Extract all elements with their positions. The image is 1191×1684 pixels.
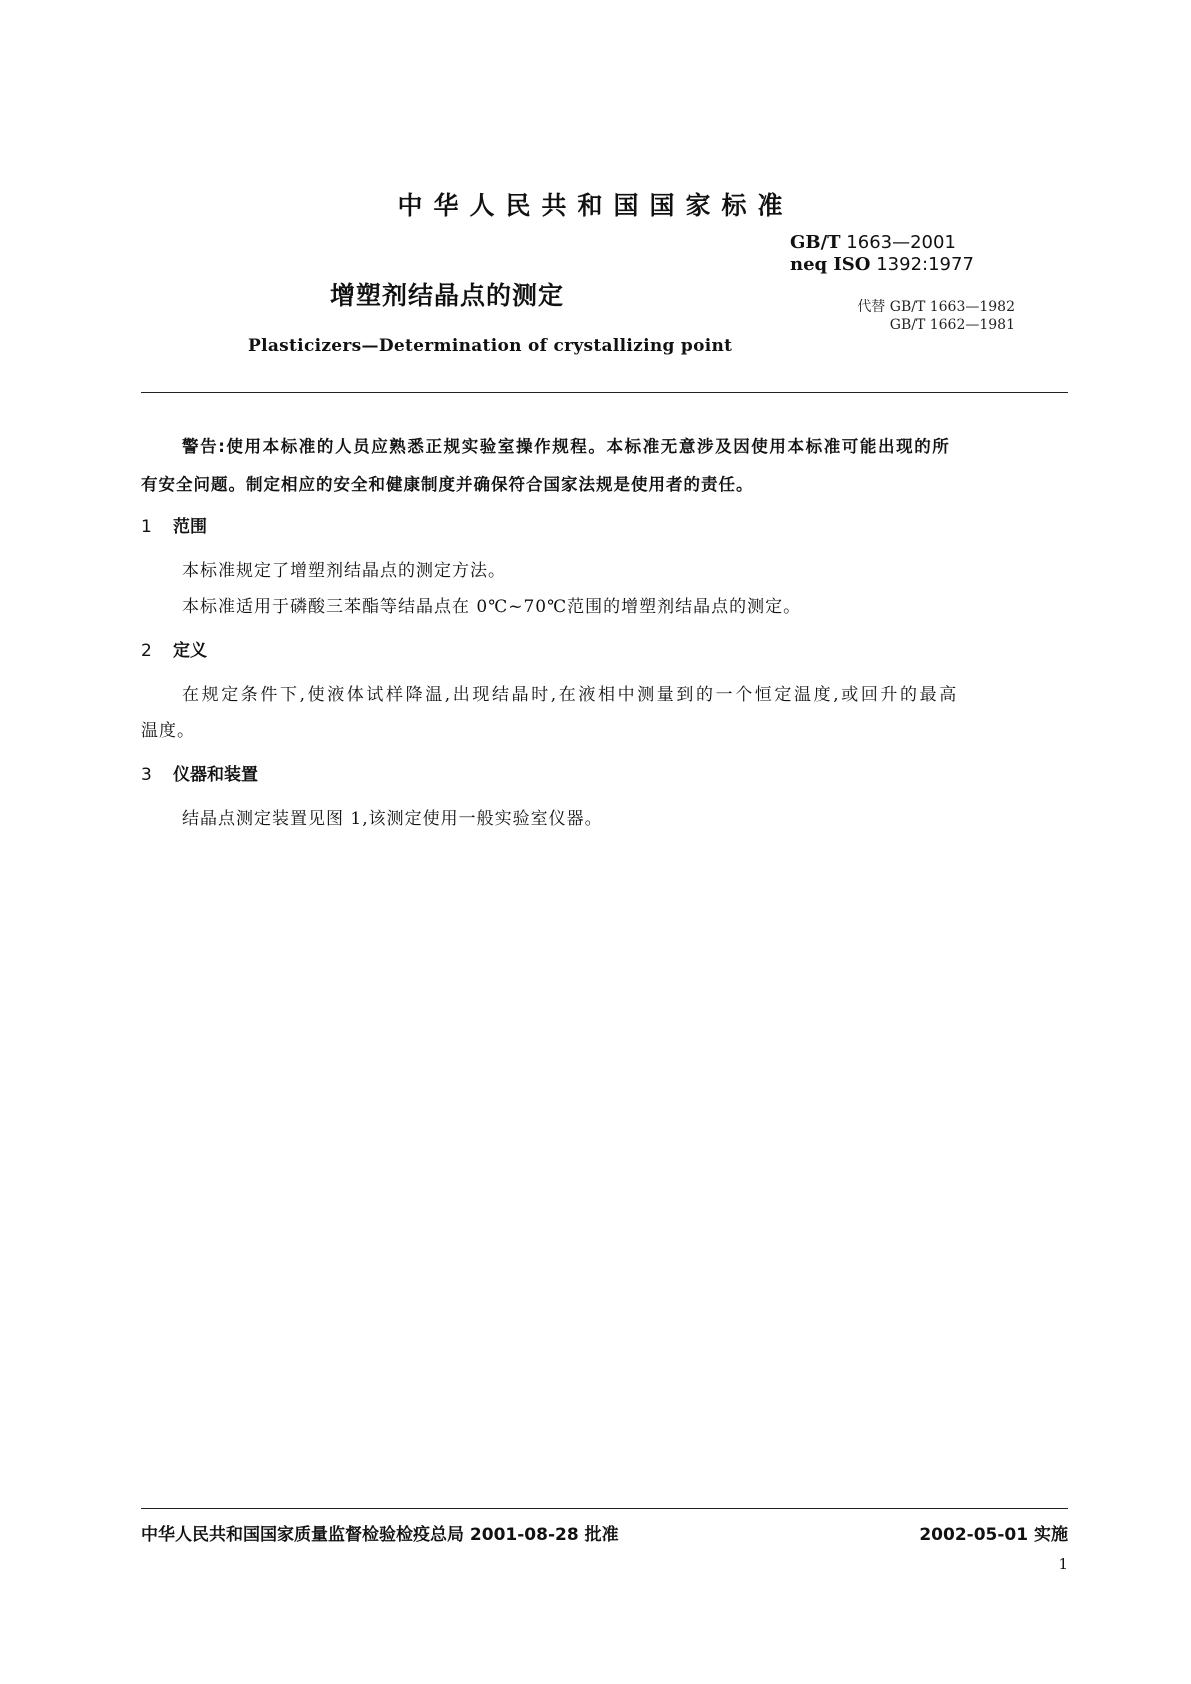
section-1-line-2: 本标准适用于磷酸三苯酯等结晶点在 0℃~70℃范围的增塑剂结晶点的测定。 (182, 597, 802, 617)
equivalent-standard: neq ISO 1392:1977 (790, 254, 974, 275)
standard-code-block (790, 232, 1090, 276)
document-title-en: Plasticizers—Determination of crystallizing point (248, 336, 733, 356)
section-2-line-2: 温度。 (141, 721, 195, 741)
standard-code: GB/T 1663—2001 (790, 232, 956, 253)
warning-line-2: 有安全问题。制定相应的安全和健康制度并确保符合国家法规是使用者的责任。 (141, 475, 754, 494)
replaces-line-2: GB/T 1662—1981 (889, 317, 1015, 333)
replaces-block (835, 298, 1065, 334)
warning-paragraph (141, 428, 1068, 504)
issuing-authority: 中华人民共和国国家质量监督检验检疫总局 2001-08-28 批准 (141, 1525, 619, 1545)
section-2-heading: 2 定义 (141, 641, 207, 661)
section-3-line-1: 结晶点测定装置见图 1,该测定使用一般实验室仪器。 (182, 809, 603, 829)
section-1-line-1: 本标准规定了增塑剂结晶点的测定方法。 (182, 561, 506, 581)
national-standard-title: 中华人民共和国国家标准 (397, 191, 794, 220)
document-title-cn: 增塑剂结晶点的测定 (330, 281, 565, 310)
section-2-line-1: 在规定条件下,使液体试样降温,出现结晶时,在液相中测量到的一个恒定温度,或回升的最高 (182, 685, 959, 705)
replaces-line-1: 代替 GB/T 1663—1982 (857, 299, 1015, 315)
section-3-heading: 3 仪器和装置 (141, 765, 258, 785)
effective-date: 2002-05-01 实施 (919, 1525, 1068, 1545)
header-divider (141, 392, 1068, 393)
page-number: 1 (1058, 1555, 1068, 1573)
footer-divider (141, 1508, 1068, 1509)
warning-line-1: 警告:使用本标准的人员应熟悉正规实验室操作规程。本标准无意涉及因使用本标准可能出现的所 (182, 437, 951, 456)
section-1-heading: 1 范围 (141, 517, 207, 537)
